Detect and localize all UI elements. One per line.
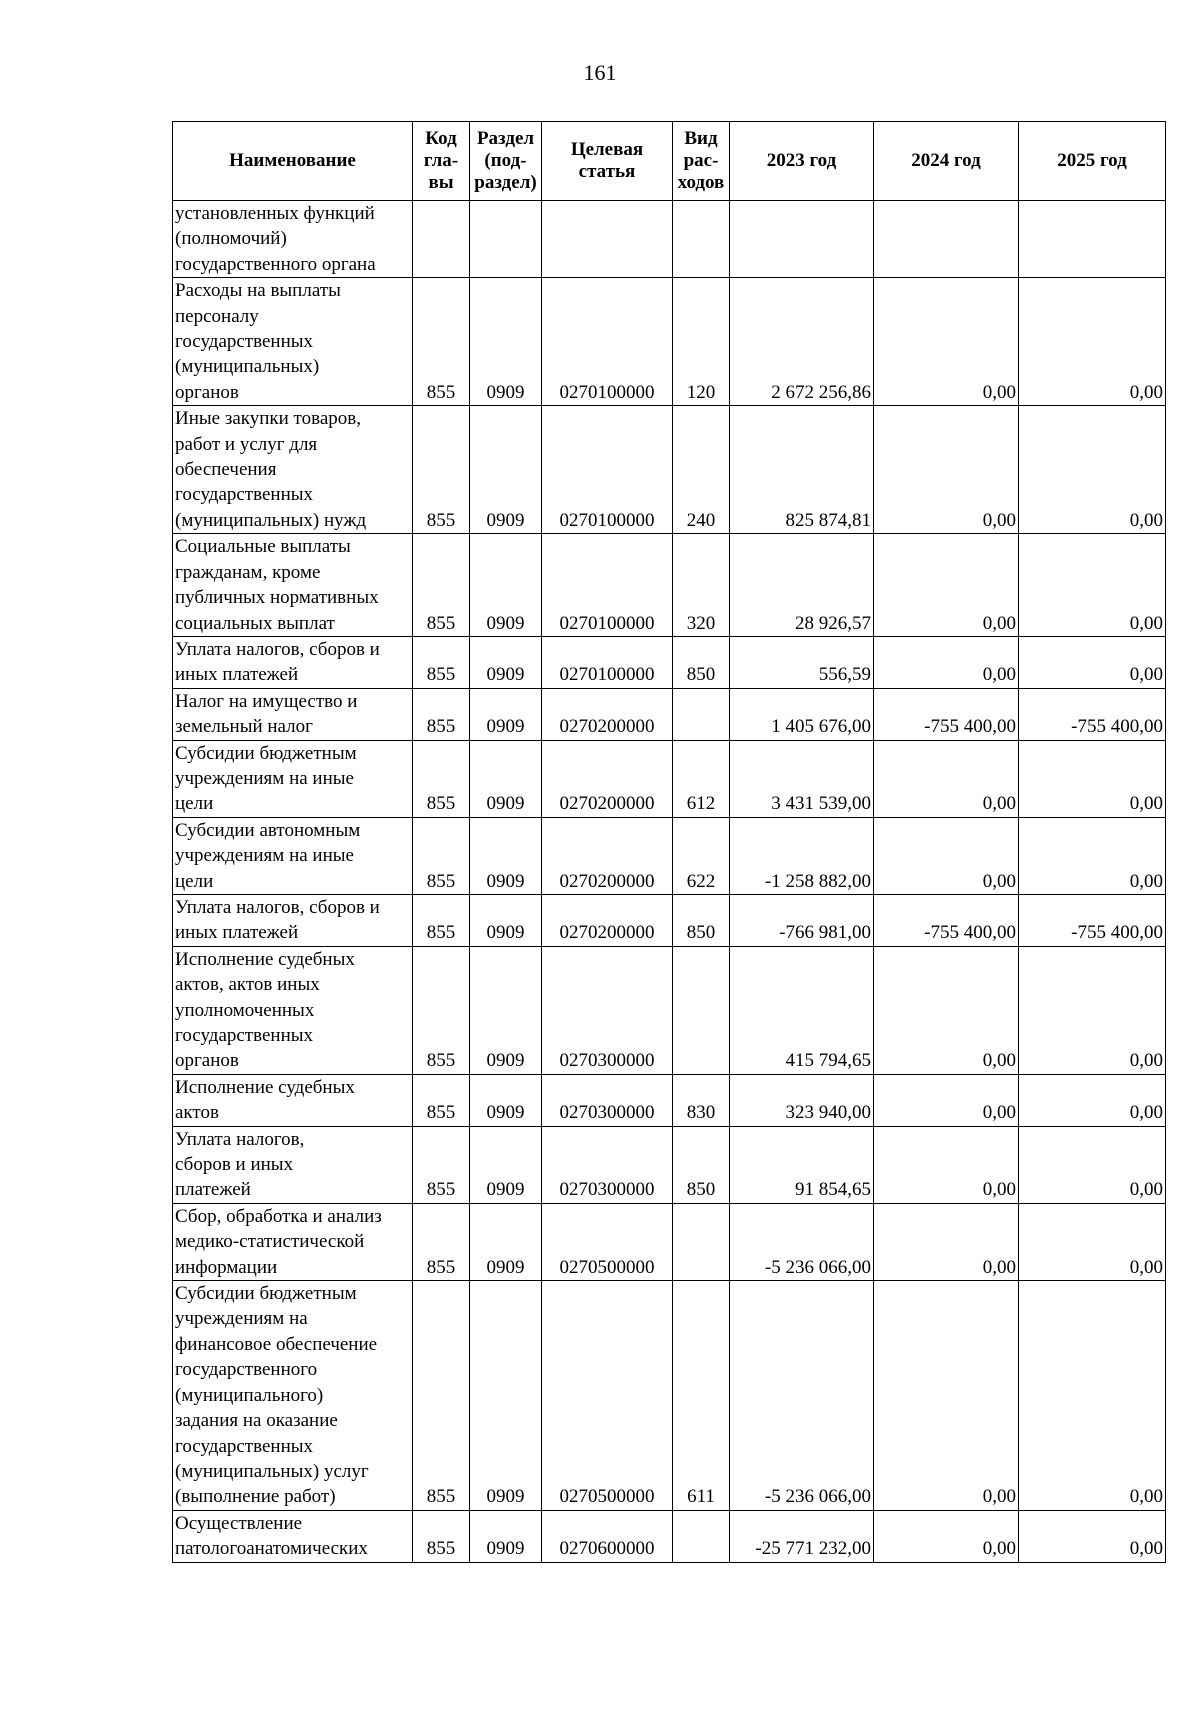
header-section-label: Раздел (под- раздел) bbox=[474, 128, 537, 193]
row-code bbox=[413, 201, 470, 278]
row-amount-2025: 0,00 bbox=[1019, 636, 1166, 688]
row-code: 855 bbox=[413, 1126, 470, 1203]
row-section: 0909 bbox=[470, 817, 542, 894]
row-amount-2024: 0,00 bbox=[874, 1281, 1019, 1511]
row-code: 855 bbox=[413, 406, 470, 534]
row-amount-2025: 0,00 bbox=[1019, 1074, 1166, 1126]
row-amount-2024: 0,00 bbox=[874, 534, 1019, 637]
row-amount-2023: -25 771 232,00 bbox=[730, 1510, 874, 1562]
table-row bbox=[173, 534, 1166, 637]
row-code: 855 bbox=[413, 636, 470, 688]
table-row bbox=[173, 1074, 1166, 1126]
table-row bbox=[173, 817, 1166, 894]
row-section: 0909 bbox=[470, 688, 542, 740]
row-amount-2025: -755 400,00 bbox=[1019, 894, 1166, 946]
row-kind bbox=[673, 1203, 730, 1280]
row-amount-2023: 2 672 256,86 bbox=[730, 278, 874, 406]
row-kind bbox=[673, 1510, 730, 1562]
row-name: Осуществление патологоанатомических bbox=[173, 1510, 413, 1562]
row-amount-2023: 1 405 676,00 bbox=[730, 688, 874, 740]
table-row bbox=[173, 688, 1166, 740]
row-amount-2024: 0,00 bbox=[874, 1074, 1019, 1126]
row-amount-2025: 0,00 bbox=[1019, 817, 1166, 894]
row-name: Исполнение судебных актов, актов иных уполномоченных государственных органов bbox=[173, 946, 413, 1074]
header-name: Наименование bbox=[173, 122, 413, 201]
row-kind: 850 bbox=[673, 894, 730, 946]
row-amount-2023: 825 874,81 bbox=[730, 406, 874, 534]
row-amount-2024: 0,00 bbox=[874, 946, 1019, 1074]
row-target: 0270200000 bbox=[542, 817, 673, 894]
header-code bbox=[413, 122, 470, 201]
row-code: 855 bbox=[413, 1203, 470, 1280]
row-target: 0270200000 bbox=[542, 688, 673, 740]
row-amount-2023: 91 854,65 bbox=[730, 1126, 874, 1203]
row-kind: 240 bbox=[673, 406, 730, 534]
row-kind bbox=[673, 201, 730, 278]
row-amount-2023: 415 794,65 bbox=[730, 946, 874, 1074]
row-amount-2023: -766 981,00 bbox=[730, 894, 874, 946]
row-amount-2024: -755 400,00 bbox=[874, 894, 1019, 946]
row-kind: 120 bbox=[673, 278, 730, 406]
header-row bbox=[173, 122, 1166, 201]
row-code: 855 bbox=[413, 946, 470, 1074]
row-amount-2025: 0,00 bbox=[1019, 1281, 1166, 1511]
table-row bbox=[173, 201, 1166, 278]
row-name: установленных функций (полномочий) государственного органа bbox=[173, 201, 413, 278]
row-target: 0270300000 bbox=[542, 1126, 673, 1203]
row-target: 0270100000 bbox=[542, 278, 673, 406]
row-amount-2023: 28 926,57 bbox=[730, 534, 874, 637]
row-target: 0270300000 bbox=[542, 946, 673, 1074]
row-target: 0270100000 bbox=[542, 534, 673, 637]
row-code: 855 bbox=[413, 894, 470, 946]
row-target: 0270200000 bbox=[542, 894, 673, 946]
row-section: 0909 bbox=[470, 1203, 542, 1280]
table-row bbox=[173, 946, 1166, 1074]
row-amount-2024: 0,00 bbox=[874, 406, 1019, 534]
row-amount-2023 bbox=[730, 201, 874, 278]
table-body bbox=[173, 201, 1166, 1563]
header-kind-label: Вид рас- ходов bbox=[677, 128, 725, 193]
row-kind: 612 bbox=[673, 740, 730, 817]
row-name: Субсидии бюджетным учреждениям на финансовое обеспечение государственного (муниципального) задания на оказание государственных (муниципальных) услуг (выполнение работ) bbox=[173, 1281, 413, 1511]
table-row bbox=[173, 1510, 1166, 1562]
row-amount-2024 bbox=[874, 201, 1019, 278]
table-row bbox=[173, 406, 1166, 534]
row-name: Уплата налогов, сборов и иных платежей bbox=[173, 1126, 413, 1203]
row-amount-2023: 323 940,00 bbox=[730, 1074, 874, 1126]
row-kind: 850 bbox=[673, 636, 730, 688]
table-row bbox=[173, 740, 1166, 817]
row-kind bbox=[673, 688, 730, 740]
row-section: 0909 bbox=[470, 534, 542, 637]
row-amount-2024: -755 400,00 bbox=[874, 688, 1019, 740]
row-amount-2025: 0,00 bbox=[1019, 406, 1166, 534]
row-target: 0270500000 bbox=[542, 1203, 673, 1280]
row-section: 0909 bbox=[470, 1074, 542, 1126]
row-kind: 622 bbox=[673, 817, 730, 894]
row-section: 0909 bbox=[470, 946, 542, 1074]
row-section bbox=[470, 201, 542, 278]
row-code: 855 bbox=[413, 1074, 470, 1126]
row-kind: 320 bbox=[673, 534, 730, 637]
table-row bbox=[173, 1281, 1166, 1511]
row-code: 855 bbox=[413, 1281, 470, 1511]
row-target: 0270100000 bbox=[542, 636, 673, 688]
row-amount-2024: 0,00 bbox=[874, 1203, 1019, 1280]
row-amount-2023: 3 431 539,00 bbox=[730, 740, 874, 817]
row-target: 0270200000 bbox=[542, 740, 673, 817]
row-amount-2025: 0,00 bbox=[1019, 1126, 1166, 1203]
row-code: 855 bbox=[413, 1510, 470, 1562]
row-amount-2024: 0,00 bbox=[874, 636, 1019, 688]
row-name: Уплата налогов, сборов и иных платежей bbox=[173, 636, 413, 688]
header-kind bbox=[673, 122, 730, 201]
row-target: 0270300000 bbox=[542, 1074, 673, 1126]
row-section: 0909 bbox=[470, 406, 542, 534]
row-section: 0909 bbox=[470, 636, 542, 688]
header-2023: 2023 год bbox=[730, 122, 874, 201]
row-name: Социальные выплаты гражданам, кроме публичных нормативных социальных выплат bbox=[173, 534, 413, 637]
row-target: 0270500000 bbox=[542, 1281, 673, 1511]
row-name: Субсидии бюджетным учреждениям на иные цели bbox=[173, 740, 413, 817]
row-amount-2024: 0,00 bbox=[874, 817, 1019, 894]
page-number: 161 bbox=[583, 60, 617, 85]
row-target: 0270100000 bbox=[542, 406, 673, 534]
row-amount-2025: 0,00 bbox=[1019, 1203, 1166, 1280]
table-row bbox=[173, 636, 1166, 688]
budget-table bbox=[172, 121, 1166, 1563]
row-target: 0270600000 bbox=[542, 1510, 673, 1562]
row-amount-2025: 0,00 bbox=[1019, 278, 1166, 406]
row-name: Расходы на выплаты персоналу государственных (муниципальных) органов bbox=[173, 278, 413, 406]
row-amount-2024: 0,00 bbox=[874, 278, 1019, 406]
row-amount-2025: 0,00 bbox=[1019, 946, 1166, 1074]
row-kind bbox=[673, 946, 730, 1074]
row-amount-2023: -5 236 066,00 bbox=[730, 1281, 874, 1511]
row-section: 0909 bbox=[470, 894, 542, 946]
row-kind: 611 bbox=[673, 1281, 730, 1511]
row-amount-2025: 0,00 bbox=[1019, 1510, 1166, 1562]
row-section: 0909 bbox=[470, 278, 542, 406]
row-section: 0909 bbox=[470, 740, 542, 817]
table-row bbox=[173, 278, 1166, 406]
row-name: Исполнение судебных актов bbox=[173, 1074, 413, 1126]
row-amount-2025: -755 400,00 bbox=[1019, 688, 1166, 740]
row-name: Сбор, обработка и анализ медико-статистической информации bbox=[173, 1203, 413, 1280]
row-code: 855 bbox=[413, 534, 470, 637]
row-name: Уплата налогов, сборов и иных платежей bbox=[173, 894, 413, 946]
header-2025: 2025 год bbox=[1019, 122, 1166, 201]
row-amount-2024: 0,00 bbox=[874, 740, 1019, 817]
header-code-label: Код гла- вы bbox=[423, 128, 459, 193]
row-amount-2024: 0,00 bbox=[874, 1510, 1019, 1562]
row-section: 0909 bbox=[470, 1126, 542, 1203]
row-name: Иные закупки товаров, работ и услуг для обеспечения государственных (муниципальных) нужд bbox=[173, 406, 413, 534]
row-amount-2023: -1 258 882,00 bbox=[730, 817, 874, 894]
row-amount-2025: 0,00 bbox=[1019, 534, 1166, 637]
row-code: 855 bbox=[413, 817, 470, 894]
row-code: 855 bbox=[413, 688, 470, 740]
header-section bbox=[470, 122, 542, 201]
row-kind: 850 bbox=[673, 1126, 730, 1203]
header-2024: 2024 год bbox=[874, 122, 1019, 201]
row-name: Субсидии автономным учреждениям на иные цели bbox=[173, 817, 413, 894]
row-amount-2023: 556,59 bbox=[730, 636, 874, 688]
row-code: 855 bbox=[413, 278, 470, 406]
header-target-label: Целевая статья bbox=[570, 139, 644, 182]
row-code: 855 bbox=[413, 740, 470, 817]
table-row bbox=[173, 894, 1166, 946]
row-amount-2023: -5 236 066,00 bbox=[730, 1203, 874, 1280]
row-amount-2024: 0,00 bbox=[874, 1126, 1019, 1203]
row-amount-2025 bbox=[1019, 201, 1166, 278]
row-section: 0909 bbox=[470, 1281, 542, 1511]
row-kind: 830 bbox=[673, 1074, 730, 1126]
row-name: Налог на имущество и земельный налог bbox=[173, 688, 413, 740]
table-row bbox=[173, 1126, 1166, 1203]
row-section: 0909 bbox=[470, 1510, 542, 1562]
row-amount-2025: 0,00 bbox=[1019, 740, 1166, 817]
row-target bbox=[542, 201, 673, 278]
table-row bbox=[173, 1203, 1166, 1280]
header-target bbox=[542, 122, 673, 201]
